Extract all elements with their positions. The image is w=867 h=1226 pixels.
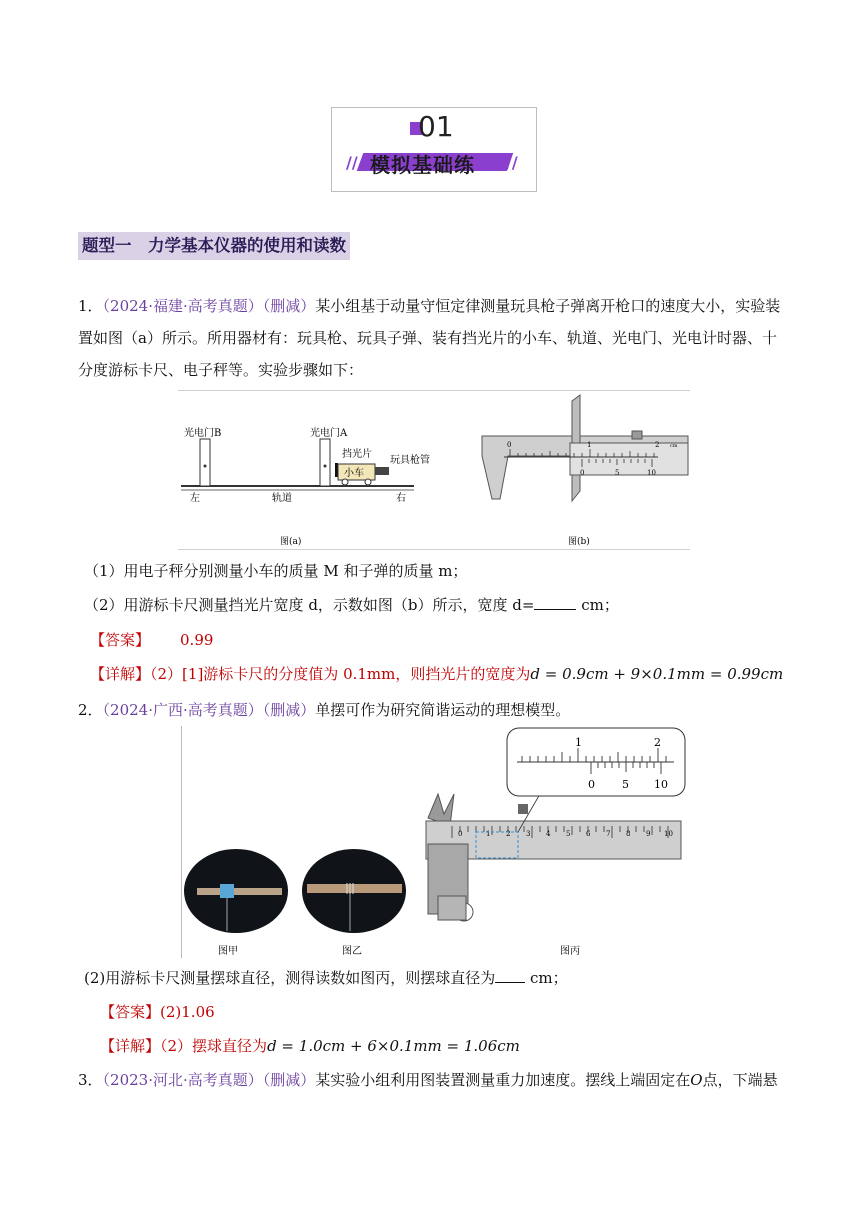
q2-line1: 单摆可作为研究简谐运动的理想模型。 [315,701,571,719]
body-tick-3: 3 [526,830,531,838]
car-label: 小车 [344,468,364,479]
q1-detail-text: （2）[1]游标卡尺的分度值为 0.1mm，则挡光片的宽度为 [150,665,531,683]
q2-step-unit: cm； [525,969,568,987]
q2-detail [100,1030,820,1062]
q1-line1 [78,290,798,322]
q3-line1: 某实验小组利用图装置测量重力加速度。摆线上端固定在 [315,1071,691,1089]
q3-number: 3． [78,1071,103,1089]
gate-b [200,439,210,486]
fig-b-vernier-tick-10: 10 [647,469,656,477]
q1-answer-label: 【答案】 [90,631,151,649]
q2-text [78,694,798,726]
body-tick-0: 0 [458,830,463,838]
q1-detail-label: 【详解】 [90,665,151,683]
q2-answer [100,996,215,1028]
right-label: 右 [396,493,406,504]
q2-source: （2024·广西·高考真题）（删减） [102,701,316,719]
banner-title: 模拟基础练 [370,153,475,177]
track-label: 轨道 [272,493,292,504]
q1-answer-blank [534,595,576,610]
q3-line1-end: 点，下端悬 [702,1071,778,1089]
banner-title-bar [360,151,520,177]
zoom-main-tick-2: 2 [654,736,661,749]
fig-b-main-tick-0: 0 [507,441,512,449]
shutter-label: 挡光片 [342,449,372,460]
q1-answer [90,624,213,656]
q2-figure [181,726,687,958]
q1-line1-text: 某小组基于动量守恒定律测量玩具枪子弹离开枪口的速度大小，实验装 [315,297,781,315]
q1-figure [178,390,690,550]
section-heading: 题型一 力学基本仪器的使用和读数 [78,232,350,260]
q2-step [84,962,804,994]
banner-deco-right: // [506,153,518,172]
q2-detail-formula: d = 1.0cm + 6×0.1mm = 1.06cm [267,1037,520,1055]
q2-answer-label: 【答案】 [100,1003,161,1021]
fig-b-main-tick-1: 1 [587,441,592,449]
fig-b-unit: cm [670,443,678,449]
gun-barrel [375,467,389,475]
zoom-vernier-tick-10: 10 [654,778,668,791]
q1-text [78,290,798,386]
banner-deco-left: // [346,153,358,172]
q2-answer-blank [495,968,525,983]
body-tick-5: 5 [566,830,571,838]
body-tick-8: 8 [626,830,631,838]
body-tick-6: 6 [586,830,591,838]
q3-point-o: O [690,1071,703,1089]
q2-answer-value: (2)1.06 [160,1003,215,1021]
banner-number: 01 [418,110,454,143]
fig-bing-caption: 图丙 [560,946,580,957]
q1-step2-text: （2）用游标卡尺测量挡光片宽度 d，示数如图（b）所示，宽度 d= [84,596,535,614]
body-tick-1: 1 [486,830,491,838]
q1-figure-svg [178,391,690,549]
q2-detail-label: 【详解】 [100,1037,161,1055]
fig-a-caption: 图(a) [280,537,302,547]
zoom-main-tick-1: 1 [575,736,582,749]
q1-step1: （1）用电子秤分别测量小车的质量 M 和子弹的质量 m； [84,562,468,580]
zoom-vernier-tick-5: 5 [622,778,629,791]
fig-b-caption: 图(b) [568,537,590,547]
fig-yi-caption: 图乙 [342,946,362,957]
q1-line3: 分度游标卡尺、电子秤等。实验步骤如下： [78,361,364,379]
chapter-banner [331,107,537,192]
fig-b-vernier-tick-5: 5 [615,469,620,477]
q1-answer-value: 0.99 [180,631,214,649]
zoom-vernier-tick-0: 0 [588,778,595,791]
left-label: 左 [190,493,200,504]
q3-text [78,1064,838,1096]
q1-source: （2024·福建·高考真题）（删减） [102,297,316,315]
barrel-label: 玩具枪管 [390,455,430,466]
q3-source: （2023·河北·高考真题）（删减） [102,1071,316,1089]
q1-step2 [84,589,804,621]
q2-detail-text: （2）摆球直径为 [160,1037,268,1055]
q2-figure-svg [182,726,687,958]
q2-number: 2． [78,701,103,719]
q1-line2: 置如图（a）所示。所用器材有：玩具枪、玩具子弹、装有挡光片的小车、轨道、光电门、光电计时器、十 [78,329,777,347]
body-tick-10: 10 [664,830,673,838]
body-tick-2: 2 [506,830,511,838]
q1-number: 1． [78,297,103,315]
q1-step2-unit: cm； [576,596,619,614]
fig-b-vernier-tick-0: 0 [580,469,585,477]
q1-detail-formula: d = 0.9cm + 9×0.1mm = 0.99cm [530,665,784,683]
fig-b-main-tick-2: 2 [655,441,660,449]
body-tick-9: 9 [646,830,651,838]
body-tick-7: 7 [606,830,611,838]
gate-a-label: 光电门A [310,428,348,439]
body-tick-4: 4 [546,830,551,838]
fig-jia-caption: 图甲 [218,946,238,957]
gate-b-label: 光电门B [184,428,222,439]
gate-a [320,439,330,486]
q1-detail [90,658,850,690]
q2-step-text: (2)用游标卡尺测量摆球直径，测得读数如图丙，则摆球直径为 [84,969,496,987]
